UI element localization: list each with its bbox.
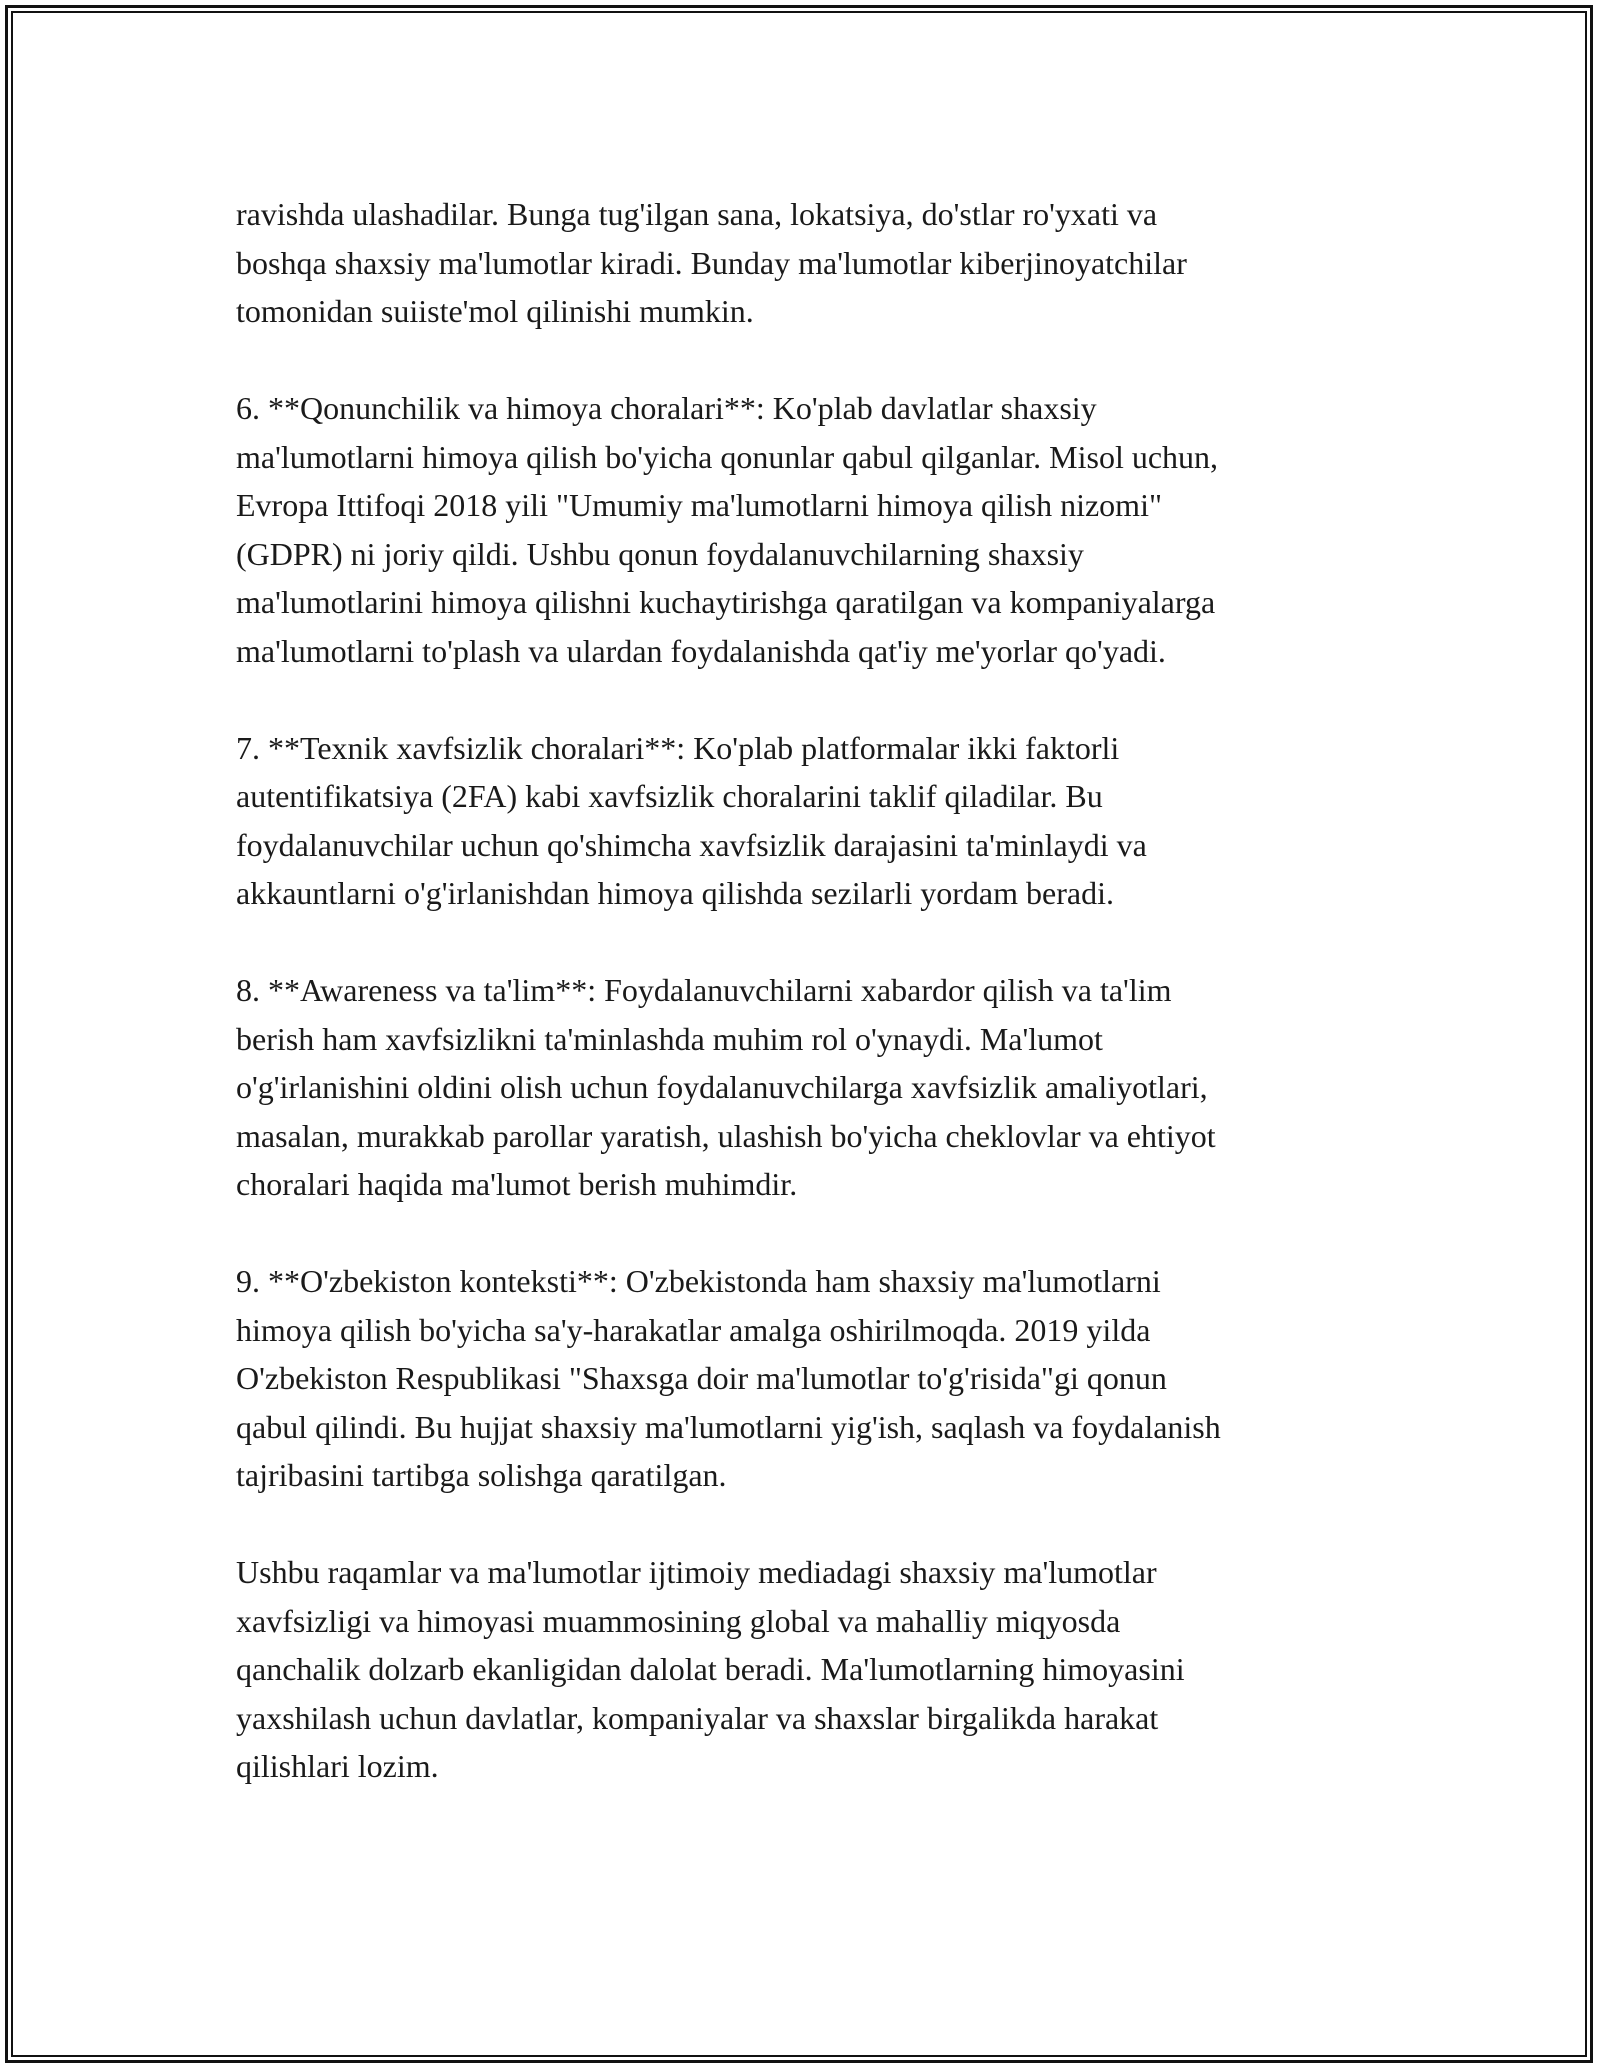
document-body (236, 190, 1386, 1839)
paragraph-uzbekistan-context: 9. **O'zbekiston konteksti**: O'zbekistonda ham shaxsiy ma'lumotlarni himoya qilish bo'yicha sa'y-harakatlar amalga oshirilmoqda. 2019 yilda O'zbekiston Respublikasi "Shaxsga doir ma'lumotlar to'g'risida"gi qonun qabul qilindi. Bu hujjat shaxsiy ma'lumotlarni yig'ish, saqlash va foydalanish tajribasini tartibga solishga qaratilgan. (236, 1263, 1221, 1493)
paragraph-legislation: 6. **Qonunchilik va himoya choralari**: Ko'plab davlatlar shaxsiy ma'lumotlarni himoya qilish bo'yicha qonunlar qabul qilganlar. Misol uchun, Evropa Ittifoqi 2018 yili "Umumiy ma'lumotlarni himoya qilish nizomi" (GDPR) ni joriy qildi. Ushbu qonun foydalanuvchilarning shaxsiy ma'lumotlarini himoya qilishni kuchaytirishga qaratilgan va kompaniyalarga ma'lumotlarni to'plash va ulardan foydalanishda qat'iy me'yorlar qo'yadi. (236, 390, 1219, 669)
paragraph-conclusion: Ushbu raqamlar va ma'lumotlar ijtimoiy mediadagi shaxsiy ma'lumotlar xavfsizligi va himoyasi muammosining global va mahalliy miqyosda qanchalik dolzarb ekanligidan dalolat beradi. Ma'lumotlarning himoyasini yaxshilash uchun davlatlar, kompaniyalar va shaxslar birgalikda harakat qilishlari lozim. (236, 1554, 1185, 1784)
paragraph-continuation: ravishda ulashadilar. Bunga tug'ilgan sana, lokatsiya, do'stlar ro'yxati va boshqa shaxsiy ma'lumotlar kiradi. Bunday ma'lumotlar kiberjinoyatchilar tomonidan suiiste'mol qilinishi mumkin. (236, 196, 1187, 329)
paragraph-technical-security: 7. **Texnik xavfsizlik choralari**: Ko'plab platformalar ikki faktorli autentifikatsiya (2FA) kabi xavfsizlik choralarini taklif qiladilar. Bu foydalanuvchilar uchun qo'shimcha xavfsizlik darajasini ta'minlaydi va akkauntlarni o'g'irlanishdan himoya qilishda sezilarli yordam beradi. (236, 729, 1147, 911)
paragraph-awareness: 8. **Awareness va ta'lim**: Foydalanuvchilarni xabardor qilish va ta'lim berish ham xavfsizlikni ta'minlashda muhim rol o'ynaydi. Ma'lumot o'g'irlanishini oldini olish uchun foydalanuvchilarga xavfsizlik amaliyotlari, masalan, murakkab parollar yaratish, ulashish bo'yicha cheklovlar va ehtiyot choralari haqida ma'lumot berish muhimdir. (236, 972, 1216, 1202)
